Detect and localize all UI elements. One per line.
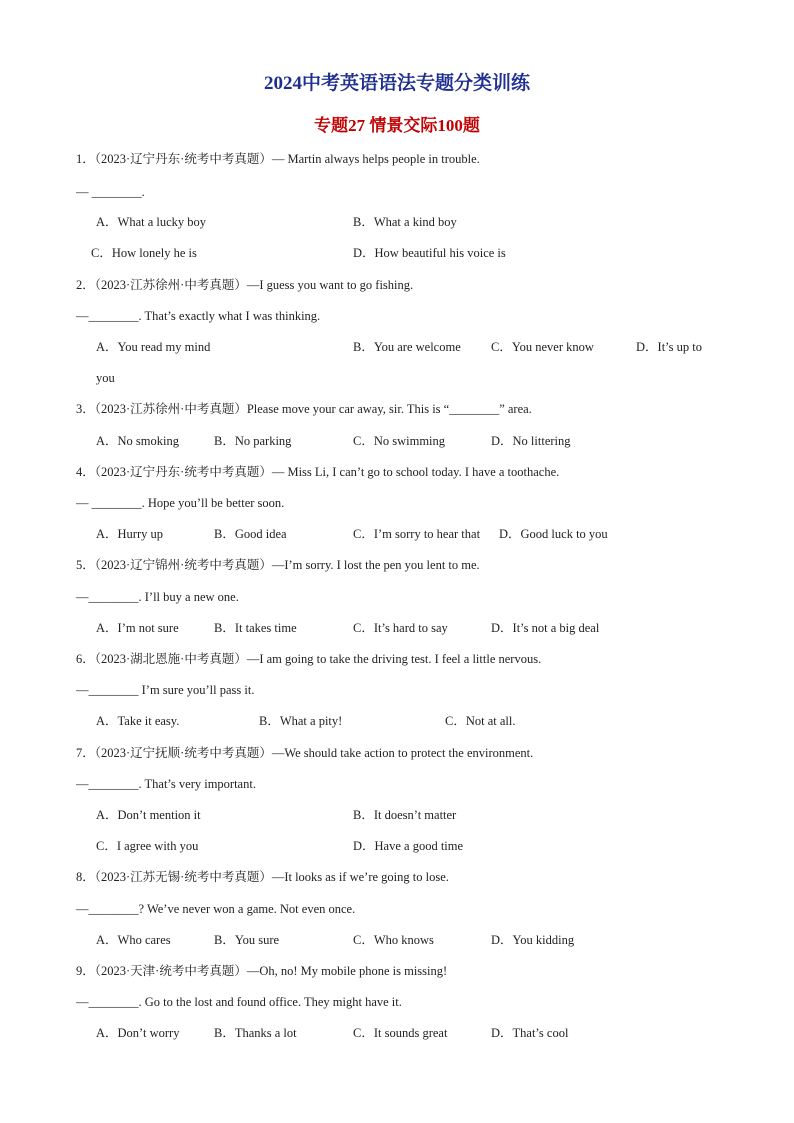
question-reply: —________. That’s very important. <box>76 777 256 791</box>
option-a: A．Who cares <box>96 933 171 947</box>
question-stem: 4．（2023·辽宁丹东·统考中考真题）— Miss Li, I can’t go to school today. I have a toothache. <box>76 465 560 479</box>
option-a: A．What a lucky boy <box>96 215 207 229</box>
option-a: A．I’m not sure <box>96 621 179 635</box>
question-stem: 6．（2023·湖北恩施·中考真题）—I am going to take the driving test. I feel a little nervous. <box>76 652 542 666</box>
option-a: A．No smoking <box>96 434 179 448</box>
option-d: D．It’s not a big deal <box>491 621 600 635</box>
option-c: C．It’s hard to say <box>353 621 448 635</box>
option-b: B．You sure <box>214 933 280 947</box>
option-b: B．Good idea <box>214 527 287 541</box>
option-c: C．How lonely he is <box>91 246 197 260</box>
question-stem: 3．（2023·江苏徐州·中考真题）Please move your car away, sir. This is “________” area. <box>76 402 532 416</box>
option-b: B．Thanks a lot <box>214 1026 297 1040</box>
question-reply: —________. I’ll buy a new one. <box>76 590 239 604</box>
option-a: A．Don’t mention it <box>96 808 201 822</box>
option-c: C．Who knows <box>353 933 434 947</box>
option-d: D．Good luck to you <box>499 527 608 541</box>
option-d: D．It’s up to <box>636 340 702 354</box>
question-reply: —________. That’s exactly what I was thinking. <box>76 309 321 323</box>
page-title: 2024中考英语语法专题分类训练 <box>263 73 530 94</box>
question-reply: — ________. Hope you’ll be better soon. <box>76 496 285 510</box>
option-b: B．You are welcome <box>353 340 461 354</box>
option-b: B．No parking <box>214 434 292 448</box>
option-c: C．You never know <box>491 340 594 354</box>
option-a: A．Take it easy. <box>96 714 180 728</box>
option-c: C．No swimming <box>353 434 446 448</box>
option-d: D．That’s cool <box>491 1026 569 1040</box>
question-stem: 5．（2023·辽宁锦州·统考中考真题）—I’m sorry. I lost the pen you lent to me. <box>76 558 480 572</box>
option-a: A．You read my mind <box>96 340 211 354</box>
option-b: B．What a kind boy <box>353 215 457 229</box>
option-b: B．What a pity! <box>259 714 343 728</box>
question-stem: 1．（2023·辽宁丹东·统考中考真题）— Martin always helps people in trouble. <box>76 152 480 166</box>
option-a: A．Hurry up <box>96 527 164 541</box>
option-d: D．How beautiful his voice is <box>353 246 506 260</box>
option-d: D．You kidding <box>491 933 575 947</box>
question-stem: 9．（2023·天津·统考中考真题）—Oh, no! My mobile phone is missing! <box>76 964 448 978</box>
page-subtitle: 专题27 情景交际100题 <box>314 116 480 135</box>
option-d: D．Have a good time <box>353 839 464 853</box>
option-c: C．I’m sorry to hear that <box>353 527 481 541</box>
option-c: C．Not at all. <box>445 714 516 728</box>
question-reply: —________? We’ve never won a game. Not even once. <box>76 902 356 916</box>
option-c: C．It sounds great <box>353 1026 448 1040</box>
option-b: B．It doesn’t matter <box>353 808 457 822</box>
option-d-continuation: you <box>96 371 115 385</box>
question-reply: —________ I’m sure you’ll pass it. <box>76 683 255 697</box>
question-stem: 2．（2023·江苏徐州·中考真题）—I guess you want to go fishing. <box>76 278 414 292</box>
option-c: C．I agree with you <box>96 839 199 853</box>
option-d: D．No littering <box>491 434 571 448</box>
question-reply: —________. Go to the lost and found office. They might have it. <box>76 995 402 1009</box>
question-reply: — ________. <box>76 185 145 199</box>
question-stem: 8．（2023·江苏无锡·统考中考真题）—It looks as if we’re going to lose. <box>76 870 449 884</box>
option-a: A．Don’t worry <box>96 1026 180 1040</box>
option-b: B．It takes time <box>214 621 297 635</box>
question-stem: 7．（2023·辽宁抚顺·统考中考真题）—We should take action to protect the environment. <box>76 746 534 760</box>
